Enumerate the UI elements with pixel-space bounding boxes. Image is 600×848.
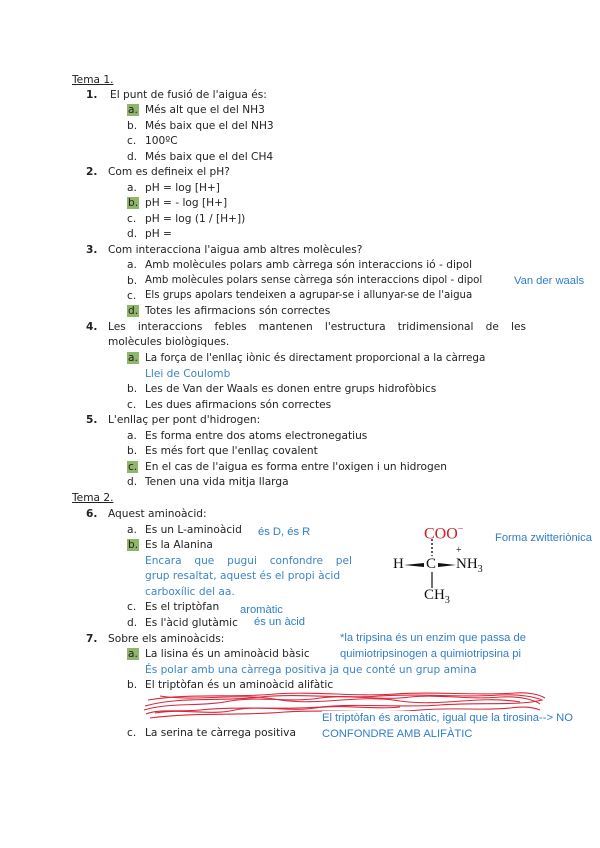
option-text: En el cas de l'aigua es forma entre l'oxigen i un hidrogen	[145, 461, 447, 473]
question-text: Les interaccions febles mantenen l'estructura tridimensional de les	[108, 321, 526, 333]
option-text: pH =	[145, 228, 172, 240]
c-n-bond	[438, 562, 458, 568]
option-text: pH = log (1 / [H+])	[145, 213, 246, 225]
question-text: Com interacciona l'aigua amb altres molècules?	[108, 244, 363, 256]
option-letter: c.	[127, 727, 137, 739]
option-letter: a.	[128, 104, 138, 116]
option-text: Es un L-aminoàcid	[145, 524, 242, 536]
option-text: pH = log [H+]	[145, 182, 220, 194]
option-letter: a.	[127, 524, 137, 536]
handwritten-note-triptofan-cont: CONFONDRE AMB ALIFÀTIC	[322, 728, 473, 740]
option-text: La força de l'enllaç iònic és directament proporcional a la càrrega	[145, 352, 486, 364]
handwritten-note-aromatic: aromàtic	[240, 604, 283, 616]
option-letter: c.	[128, 461, 138, 473]
option-letter: c.	[127, 290, 137, 302]
handwritten-note-triptofan: El triptòfan és aromàtic, igual que la tirosina--> NO	[322, 712, 573, 724]
option-letter: a.	[128, 352, 138, 364]
option-letter: a.	[127, 259, 137, 271]
explanation-line: Encara que pugui confondre pel	[145, 555, 352, 567]
option-text: Es l'àcid glutàmic	[145, 617, 238, 629]
option-letter: d.	[128, 305, 139, 317]
option-letter: c.	[127, 135, 137, 147]
option-text: Es forma entre dos atoms electronegatius	[145, 430, 368, 442]
explanation-line: carboxílic del aa.	[145, 586, 235, 598]
positive-charge: +	[456, 545, 462, 556]
alpha-carbon: C	[426, 556, 437, 572]
option-text: Totes les afirmacions són correctes	[145, 305, 331, 317]
option-letter: d.	[127, 476, 138, 488]
explanation-line: grup resaltat, aquest és el propi àcid	[145, 570, 341, 582]
option-text: Més baix que el del CH4	[145, 151, 274, 163]
question-number: 6.	[86, 508, 98, 520]
option-letter: c.	[127, 601, 137, 613]
option-letter: b.	[127, 275, 138, 287]
handwritten-note-tripsina-cont: quimiotripsinogen a quimiotripsina pi	[340, 648, 521, 660]
option-text: La lisina és un aminoàcid bàsic	[145, 648, 310, 660]
option-letter: b.	[127, 445, 138, 457]
h-c-bond	[404, 562, 426, 568]
option-letter: b.	[127, 120, 138, 132]
hydrogen-atom: H	[393, 556, 404, 572]
handwritten-note-d-r: és D, és R	[258, 526, 311, 538]
carboxylate-group: COO−	[424, 524, 464, 543]
section-title-tema-2: Tema 2.	[72, 492, 114, 504]
option-letter: b.	[127, 679, 138, 691]
option-text: Les dues afirmacions són correctes	[145, 399, 332, 411]
option-letter: b.	[128, 197, 139, 209]
methyl-group: $CH_3$	[424, 587, 450, 606]
option-text: 100ºC	[145, 135, 178, 147]
option-text: Amb molècules polars sense càrrega són interaccions dipol - dipol	[145, 275, 483, 286]
question-text: L'enllaç per pont d'hidrogen:	[108, 414, 261, 426]
option-letter: d.	[127, 617, 138, 629]
option-text: La serina te càrrega positiva	[145, 727, 296, 739]
question-text: Sobre els aminoàcids:	[108, 633, 225, 645]
explanation-coulomb: Llei de Coulomb	[145, 368, 231, 380]
question-text: Com es defineix el pH?	[108, 166, 230, 178]
option-letter: a.	[128, 648, 138, 660]
option-letter: a.	[127, 430, 137, 442]
option-text: Més baix que el del NH3	[145, 120, 274, 132]
option-text: El triptòfan és un aminoàcid alifàtic	[145, 679, 334, 691]
question-number: 5.	[86, 414, 98, 426]
option-text: Es la Alanina	[145, 539, 213, 551]
question-number: 1.	[86, 89, 98, 101]
question-text: Aquest aminoàcid:	[108, 508, 207, 520]
option-letter: b.	[127, 383, 138, 395]
option-letter: d.	[127, 228, 138, 240]
option-letter: c.	[127, 213, 137, 225]
c-coo-bond	[429, 539, 435, 557]
option-text: Les de Van der Waals es donen entre grups hidrofòbics	[145, 383, 437, 395]
option-letter: b.	[128, 539, 139, 551]
c-ch3-bond	[430, 572, 434, 588]
question-text-cont: molècules biològiques.	[108, 336, 230, 348]
option-text: Més alt que el del NH3	[145, 104, 265, 116]
option-letter: a.	[127, 182, 137, 194]
handwritten-note-acid: és un àcid	[254, 616, 305, 628]
option-letter: d.	[127, 151, 138, 163]
question-number: 2.	[86, 166, 98, 178]
question-number: 7.	[86, 633, 98, 645]
handwritten-note-zwitterion: Forma zwitteriònica	[495, 532, 592, 544]
question-text: El punt de fusió de l'aigua és:	[110, 89, 267, 101]
option-text: Es més fort que l'enllaç covalent	[145, 445, 318, 457]
explanation-lisina: És polar amb una càrrega positiva ja que conté un grup amina	[145, 664, 477, 676]
handwritten-note-tripsina: *la tripsina és un enzim que passa de	[340, 632, 526, 644]
option-text: Els grups apolars tendeixen a agrupar-se i allunyar-se de l'aigua	[145, 290, 473, 301]
option-text: Amb molècules polars amb càrrega són interaccions ió - dipol	[145, 259, 473, 271]
option-letter: c.	[127, 399, 137, 411]
option-text: pH = - log [H+]	[145, 197, 228, 209]
handwritten-note-van-der-waals: Van der waals	[514, 275, 585, 287]
question-number: 3.	[86, 244, 98, 256]
question-number: 4.	[86, 321, 98, 333]
section-title-tema-1: Tema 1.	[72, 74, 114, 86]
option-text: Tenen una vida mitja llarga	[145, 476, 289, 488]
option-text: Es el triptòfan	[145, 601, 220, 613]
amino-group: $NH_3$	[456, 556, 483, 575]
